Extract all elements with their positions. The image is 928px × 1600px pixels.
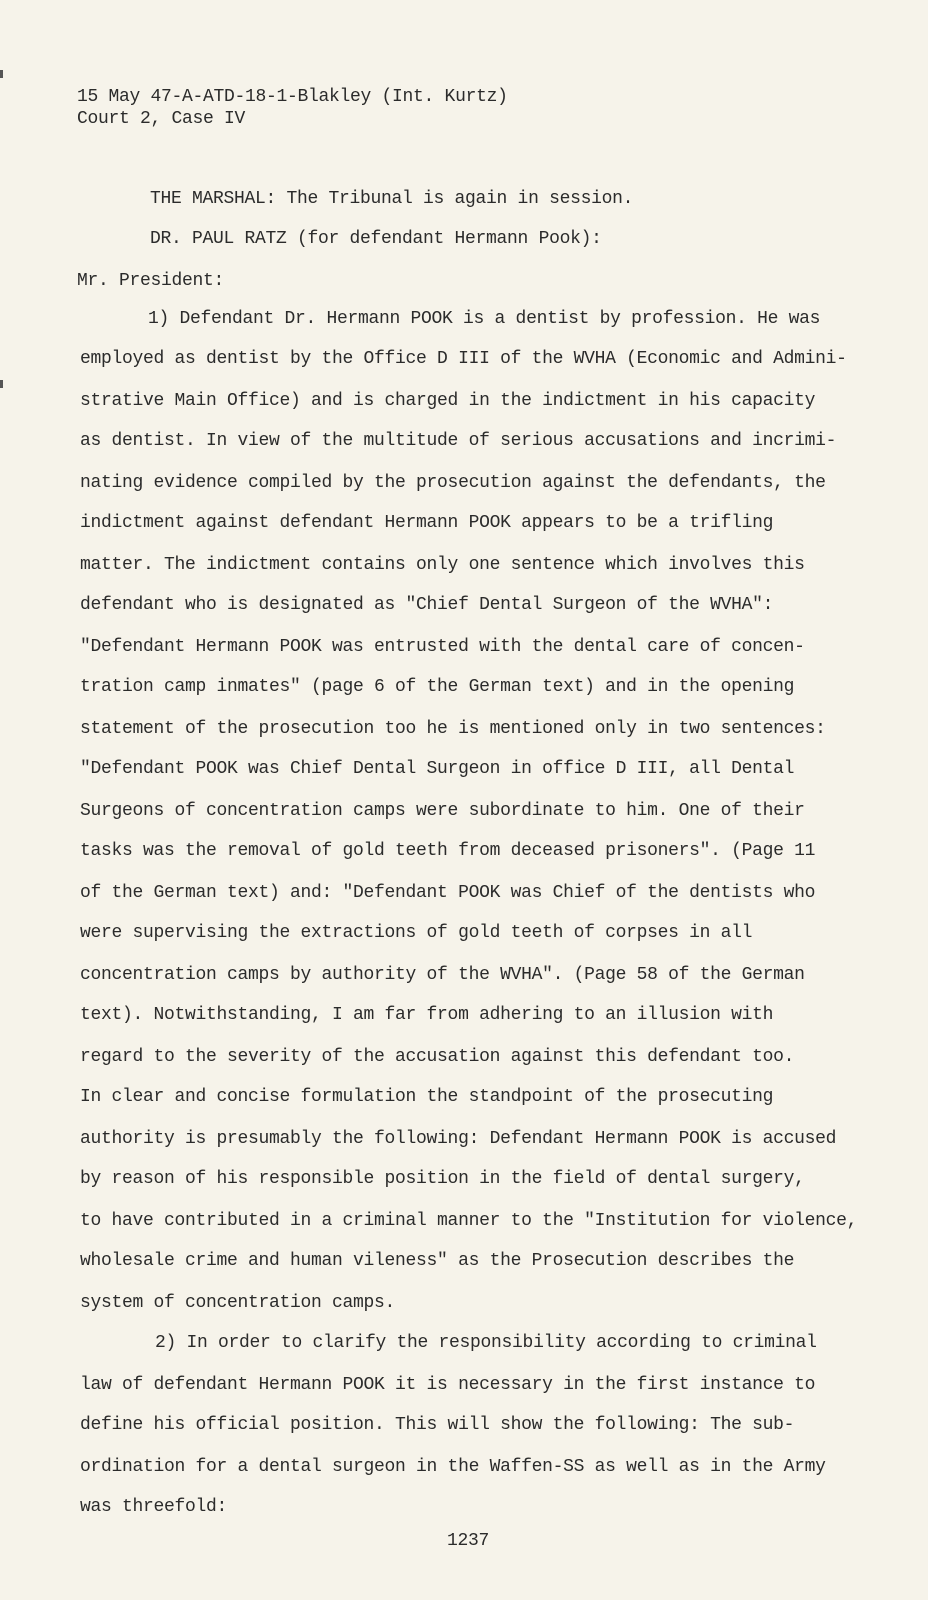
text-line: tasks was the removal of gold teeth from deceased prisoners". (Page 11 — [80, 841, 816, 861]
text-line: statement of the prosecution too he is mentioned only in two sentences: — [80, 719, 826, 739]
text-line: 1) Defendant Dr. Hermann POOK is a dentist by profession. He was — [148, 309, 821, 329]
text-line: define his official position. This will show the following: The sub- — [80, 1415, 795, 1435]
text-line: ordination for a dental surgeon in the Waffen-SS as well as in the Army — [80, 1457, 826, 1477]
text-line: concentration camps by authority of the WVHA". (Page 58 of the German — [80, 965, 805, 985]
text-line: 2) In order to clarify the responsibility according to criminal — [155, 1333, 817, 1353]
text-line: indictment against defendant Hermann POOK appears to be a trifling — [80, 513, 774, 533]
text-line: DR. PAUL RATZ (for defendant Hermann Pook): — [150, 229, 602, 249]
page-edge-mark — [0, 70, 3, 78]
text-line: strative Main Office) and is charged in the indictment in his capacity — [80, 391, 816, 411]
text-line: were supervising the extractions of gold teeth of corpses in all — [80, 923, 753, 943]
text-line: law of defendant Hermann POOK it is necessary in the first instance to — [80, 1375, 816, 1395]
text-line: "Defendant Hermann POOK was entrusted with the dental care of concen- — [80, 637, 805, 657]
header-court-line: Court 2, Case IV — [77, 109, 246, 129]
text-line: THE MARSHAL: The Tribunal is again in session. — [150, 189, 634, 209]
text-line: matter. The indictment contains only one sentence which involves this — [80, 555, 805, 575]
text-line: regard to the severity of the accusation against this defendant too. — [80, 1047, 795, 1067]
page-edge-mark — [0, 380, 3, 388]
text-line: was threefold: — [80, 1497, 228, 1517]
text-line: authority is presumably the following: Defendant Hermann POOK is accused — [80, 1129, 837, 1149]
text-line: tration camp inmates" (page 6 of the German text) and in the opening — [80, 677, 795, 697]
text-line: text). Notwithstanding, I am far from adhering to an illusion with — [80, 1005, 774, 1025]
text-line: nating evidence compiled by the prosecution against the defendants, the — [80, 473, 826, 493]
text-line: of the German text) and: "Defendant POOK was Chief of the dentists who — [80, 883, 816, 903]
text-line: as dentist. In view of the multitude of serious accusations and incrimi- — [80, 431, 837, 451]
text-line: Mr. President: — [77, 271, 225, 291]
text-line: wholesale crime and human vileness" as the Prosecution describes the — [80, 1251, 795, 1271]
text-line: to have contributed in a criminal manner to the "Institution for violence, — [80, 1211, 858, 1231]
text-line: employed as dentist by the Office D III of the WVHA (Economic and Admini- — [80, 349, 847, 369]
page-number: 1237 — [447, 1531, 490, 1551]
header-docket-line: 15 May 47-A-ATD-18-1-Blakley (Int. Kurtz) — [77, 87, 508, 107]
text-line: "Defendant POOK was Chief Dental Surgeon in office D III, all Dental — [80, 759, 795, 779]
text-line: by reason of his responsible position in the field of dental surgery, — [80, 1169, 805, 1189]
text-line: system of concentration camps. — [80, 1293, 396, 1313]
text-line: defendant who is designated as "Chief Dental Surgeon of the WVHA": — [80, 595, 774, 615]
text-line: In clear and concise formulation the standpoint of the prosecuting — [80, 1087, 774, 1107]
text-line: Surgeons of concentration camps were subordinate to him. One of their — [80, 801, 805, 821]
